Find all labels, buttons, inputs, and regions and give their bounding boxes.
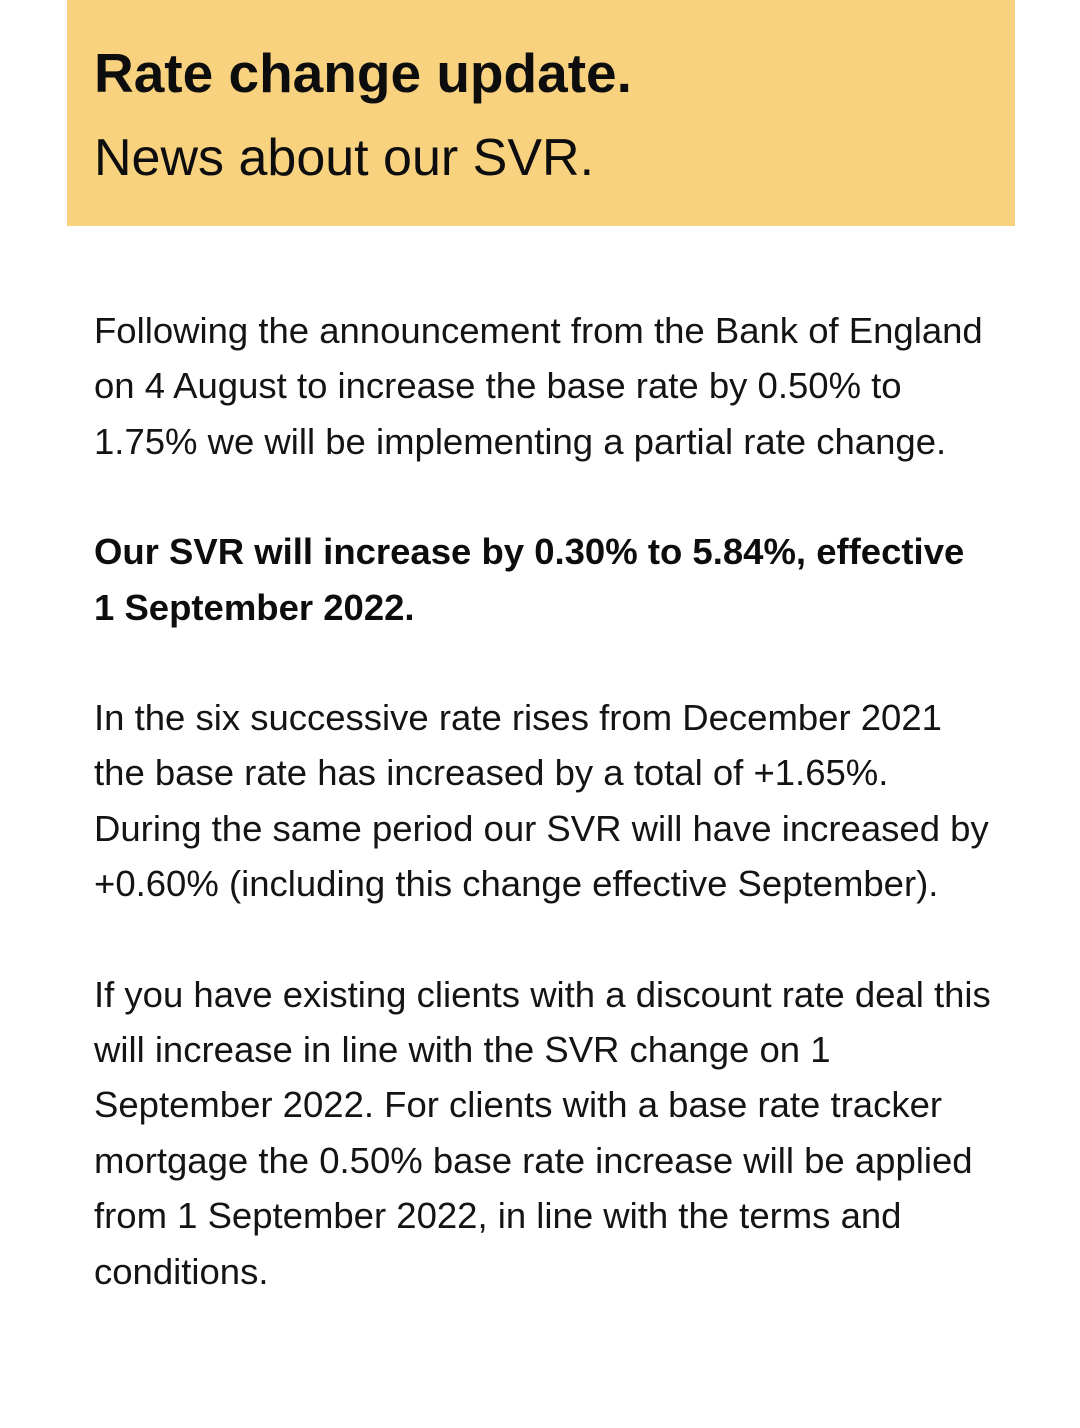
intro-paragraph: Following the announcement from the Bank of England on 4 August to increase the base rate by 0.50% to 1.75% we will be implementing a partial rate change.	[94, 310, 983, 462]
article-body	[94, 303, 994, 1354]
client-impact-paragraph: If you have existing clients with a discount rate deal this will increase in line with the SVR change on 1 September 2022. For clients with a base rate tracker mortgage the 0.50% base rate increase will be applied from 1 September 2022, in line with the terms and conditions.	[94, 973, 991, 1292]
header-banner	[67, 0, 1015, 226]
svr-announcement: Our SVR will increase by 0.30% to 5.84%, effective 1 September 2022.	[94, 531, 965, 628]
rate-history-paragraph: In the six successive rate rises from December 2021 the base rate has increased by a total of +1.65%. During the same period our SVR will have increased by +0.60% (including this change effective September).	[94, 697, 989, 905]
page-title: Rate change update.	[94, 42, 632, 104]
page-subtitle: News about our SVR.	[94, 129, 595, 187]
